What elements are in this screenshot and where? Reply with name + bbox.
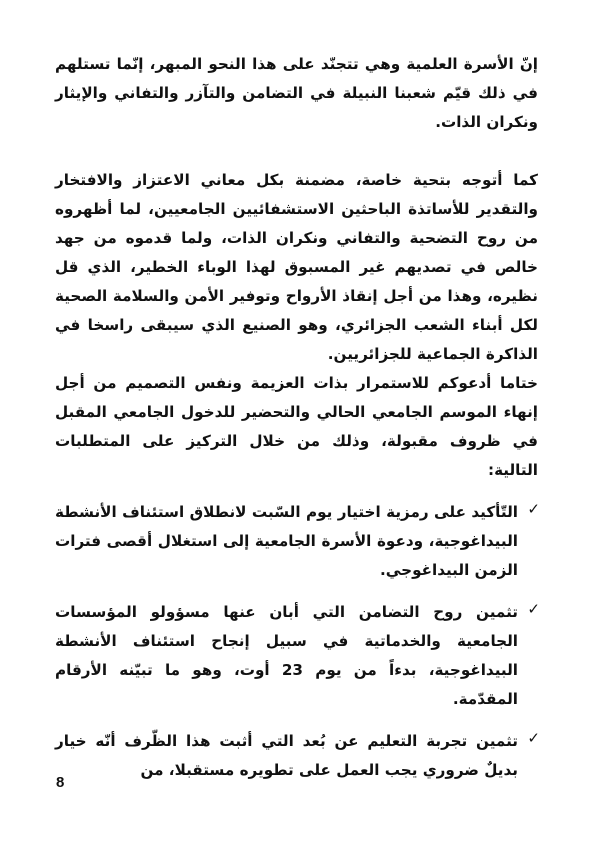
list-item-text: التّأكيد على رمزية اختيار يوم السّبت لانطلاق استئناف الأنشطة البيداغوجية، ودعوة الأسرة الجامعية إلى استغلال أقصى فترات الزمن البيداغوجي.	[55, 503, 518, 579]
list-item	[55, 727, 538, 785]
document-body	[55, 50, 538, 785]
list-item-text: تثمين تجربة التعليم عن بُعد التي أثبت هذا الظّرف أنّه خيار بديلٌ ضروري يجب العمل على تطويره مستقبلا، من	[55, 732, 518, 779]
list-item	[55, 598, 538, 714]
checkmark-icon: ✓	[527, 600, 540, 618]
paragraph-conclusion: ختاما أدعوكم للاستمرار بذات العزيمة ونفس التصميم من أجل إنهاء الموسم الجامعي الحالي والتحضير للدخول الجامعي المقبل في ظروف مقبولة، وذلك من خلال التركيز على المتطلبات التالية:	[55, 374, 538, 479]
checkmark-icon: ✓	[527, 500, 540, 518]
list-item-text: تثمين روح التضامن التي أبان عنها مسؤولو المؤسسات الجامعية والخدماتية في سبيل إنجاح استئناف الأنشطة البيداغوجية، بدءاً من يوم 23 أوت، وهو ما تبيّنه الأرقام المقدّمة.	[55, 603, 518, 708]
paragraph-tribute: كما أتوجه بتحية خاصة، مضمنة بكل معاني الاعتزاز والافتخار والتقدير للأساتذة الباحثين الاستشفائيين الجامعيين، لما أظهروه من روح التضحية والتفاني ونكران الذات، ولما قدموه من جهد خالص في تصديهم غير المسبوق لهذا الوباء الخطير، الذي قل نظيره، وهذا من أجل إنقاذ الأرواح وتوفير الأمن والسلامة الصحية لكل أبناء الشعب الجزائري، وهو الصنيع الذي سيبقى راسخا في الذاكرة الجماعية للجزائريين.	[55, 171, 538, 363]
list-item	[55, 498, 538, 585]
paragraph-opening: إنّ الأسرة العلمية وهي تتجنّد على هذا النحو المبهر، إنّما تستلهم في ذلك قيّم شعبنا النبيلة في التضامن والتآزر والتفاني والإيثار ونكران الذات.	[55, 55, 538, 131]
checkmark-icon: ✓	[527, 729, 540, 747]
page-number: 8	[56, 774, 65, 791]
